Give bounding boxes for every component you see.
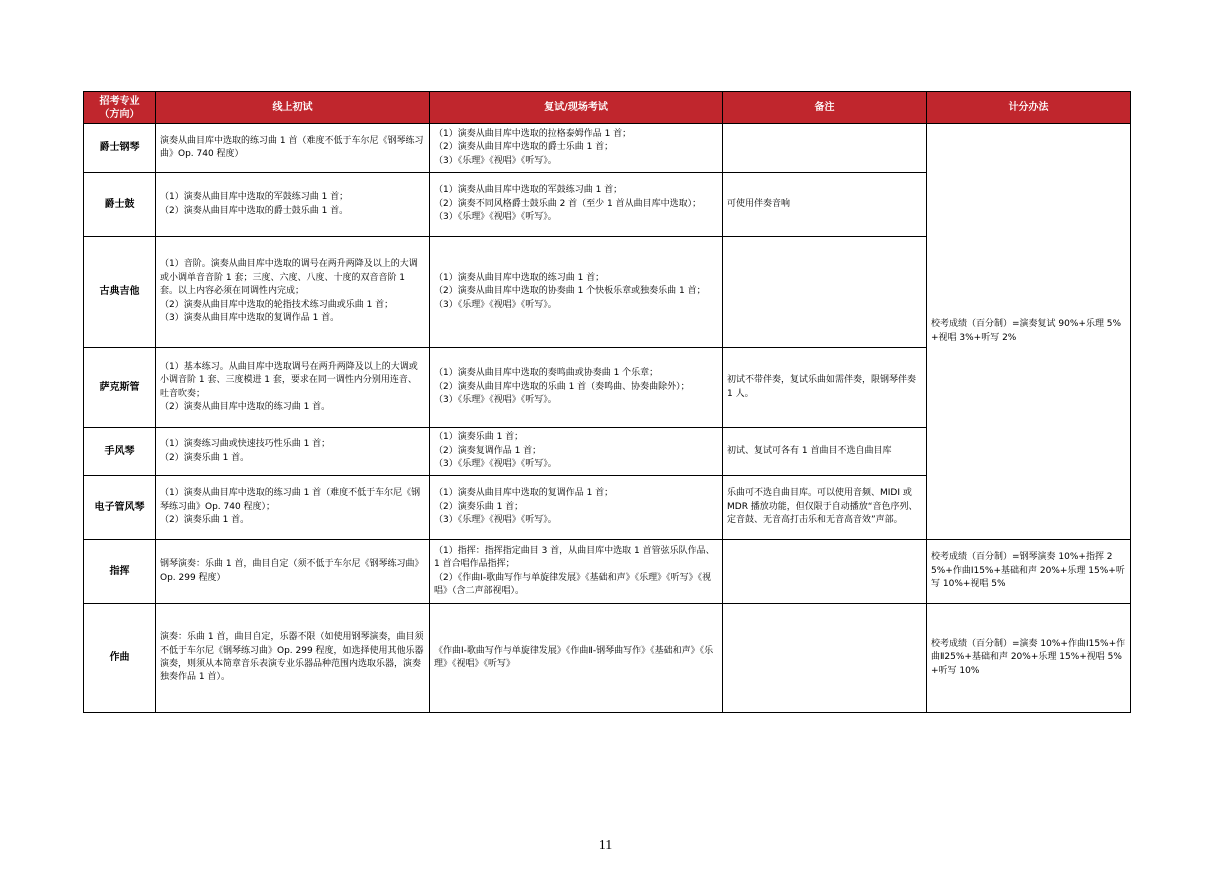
major-cell: 爵士钢琴 [84, 124, 156, 173]
page-number: 11 [598, 838, 613, 853]
table-row [84, 124, 1131, 173]
major-cell: 电子管风琴 [84, 476, 156, 540]
admissions-table [83, 91, 1131, 713]
online-exam-cell: （1）演奏练习曲或快速技巧性乐曲 1 首； （2）演奏乐曲 1 首。 [156, 428, 430, 476]
major-cell: 古典吉他 [84, 237, 156, 348]
notes-cell: 初试不带伴奏，复试乐曲如需伴奏，限钢琴伴奏 1 人。 [723, 348, 927, 428]
scoring-cell: 校考成绩（百分制）=演奏复试 90%+乐理 5%+视唱 3%+听写 2% [927, 124, 1131, 540]
online-exam-cell: （1）演奏从曲目库中选取的军鼓练习曲 1 首； （2）演奏从曲目库中选取的爵士鼓乐曲 1 首。 [156, 173, 430, 237]
onsite-exam-cell: （1）演奏从曲目库中选取的拉格泰姆作品 1 首； （2）演奏从曲目库中选取的爵士乐曲 1 首； （3）《乐理》《视唱》《听写》。 [430, 124, 723, 173]
major-cell: 爵士鼓 [84, 173, 156, 237]
header-major: 招考专业 （方向） [84, 92, 156, 124]
table-row [84, 604, 1131, 713]
onsite-exam-cell: （1）演奏乐曲 1 首； （2）演奏复调作品 1 首； （3）《乐理》《视唱》《听写》。 [430, 428, 723, 476]
online-exam-cell: 演奏从曲目库中选取的练习曲 1 首（难度不低于车尔尼《钢琴练习曲》Op. 740 程度） [156, 124, 430, 173]
scoring-cell: 校考成绩（百分制）=演奏 10%+作曲Ⅰ15%+作曲Ⅱ25%+基础和声 20%+乐理 15%+视唱 5%+听写 10% [927, 604, 1131, 713]
notes-cell: 可使用伴奏音响 [723, 173, 927, 237]
notes-cell [723, 124, 927, 173]
onsite-exam-cell: （1）演奏从曲目库中选取的复调作品 1 首； （2）演奏乐曲 1 首； （3）《乐理》《视唱》《听写》。 [430, 476, 723, 540]
notes-cell [723, 604, 927, 713]
major-cell: 手风琴 [84, 428, 156, 476]
major-cell: 萨克斯管 [84, 348, 156, 428]
major-cell: 指挥 [84, 540, 156, 604]
onsite-exam-cell: （1）演奏从曲目库中选取的军鼓练习曲 1 首； （2）演奏不同风格爵士鼓乐曲 2 首（至少 1 首从曲目库中选取）； （3）《乐理》《视唱》《听写》。 [430, 173, 723, 237]
table-header-row [84, 92, 1131, 124]
onsite-exam-cell: 《作曲Ⅰ-歌曲写作与单旋律发展》《作曲Ⅱ-钢琴曲写作》《基础和声》《乐理》《视唱》《听写》 [430, 604, 723, 713]
major-cell: 作曲 [84, 604, 156, 713]
onsite-exam-cell: （1）演奏从曲目库中选取的练习曲 1 首； （2）演奏从曲目库中选取的协奏曲 1 个快板乐章或独奏乐曲 1 首； （3）《乐理》《视唱》《听写》。 [430, 237, 723, 348]
header-onsite: 复试/现场考试 [430, 92, 723, 124]
notes-cell: 初试、复试可各有 1 首曲目不选自曲目库 [723, 428, 927, 476]
onsite-exam-cell: （1）演奏从曲目库中选取的奏鸣曲或协奏曲 1 个乐章； （2）演奏从曲目库中选取的乐曲 1 首（奏鸣曲、协奏曲除外）； （3）《乐理》《视唱》《听写》。 [430, 348, 723, 428]
onsite-exam-cell: （1）指挥：指挥指定曲目 3 首，从曲目库中选取 1 首管弦乐队作品、1 首合唱作品指挥； （2）《作曲Ⅰ-歌曲写作与单旋律发展》《基础和声》《乐理》《听写》《视唱》（含二声部视唱）。 [430, 540, 723, 604]
notes-cell [723, 540, 927, 604]
online-exam-cell: （1）基本练习。从曲目库中选取调号在两升两降及以上的大调或小调音阶 1 套、三度模进 1 套，要求在同一调性内分别用连音、吐音吹奏； （2）演奏从曲目库中选取的练习曲 1 首。 [156, 348, 430, 428]
notes-cell: 乐曲可不选自曲目库。可以使用音频、MIDI 或 MDR 播放功能，但仅限于自动播放“音色序列、定音鼓、无音高打击乐和无音高音效”声部。 [723, 476, 927, 540]
online-exam-cell: 演奏：乐曲 1 首，曲目自定，乐器不限（如使用钢琴演奏，曲目须不低于车尔尼《钢琴练习曲》Op. 299 程度，如选择使用其他乐器演奏，则须从本简章音乐表演专业乐器品种范围内选取乐器，演奏独奏作品 1 首）。 [156, 604, 430, 713]
online-exam-cell: 钢琴演奏：乐曲 1 首，曲目自定（须不低于车尔尼《钢琴练习曲》Op. 299 程度） [156, 540, 430, 604]
notes-cell [723, 237, 927, 348]
header-notes: 备注 [723, 92, 927, 124]
online-exam-cell: （1）演奏从曲目库中选取的练习曲 1 首（难度不低于车尔尼《钢琴练习曲》Op. 740 程度）； （2）演奏乐曲 1 首。 [156, 476, 430, 540]
scoring-cell: 校考成绩（百分制）=钢琴演奏 10%+指挥 25%+作曲Ⅰ15%+基础和声 20%+乐理 15%+听写 10%+视唱 5% [927, 540, 1131, 604]
table-row [84, 540, 1131, 604]
header-scoring: 计分办法 [927, 92, 1131, 124]
online-exam-cell: （1）音阶。演奏从曲目库中选取的调号在两升两降及以上的大调或小调单音音阶 1 套；三度、六度、八度、十度的双音音阶 1 套。以上内容必须在同调性内完成； （2）演奏从曲目库中选取的轮指技术练习曲或乐曲 1 首； （3）演奏从曲目库中选取的复调作品 1 首。 [156, 237, 430, 348]
header-online: 线上初试 [156, 92, 430, 124]
